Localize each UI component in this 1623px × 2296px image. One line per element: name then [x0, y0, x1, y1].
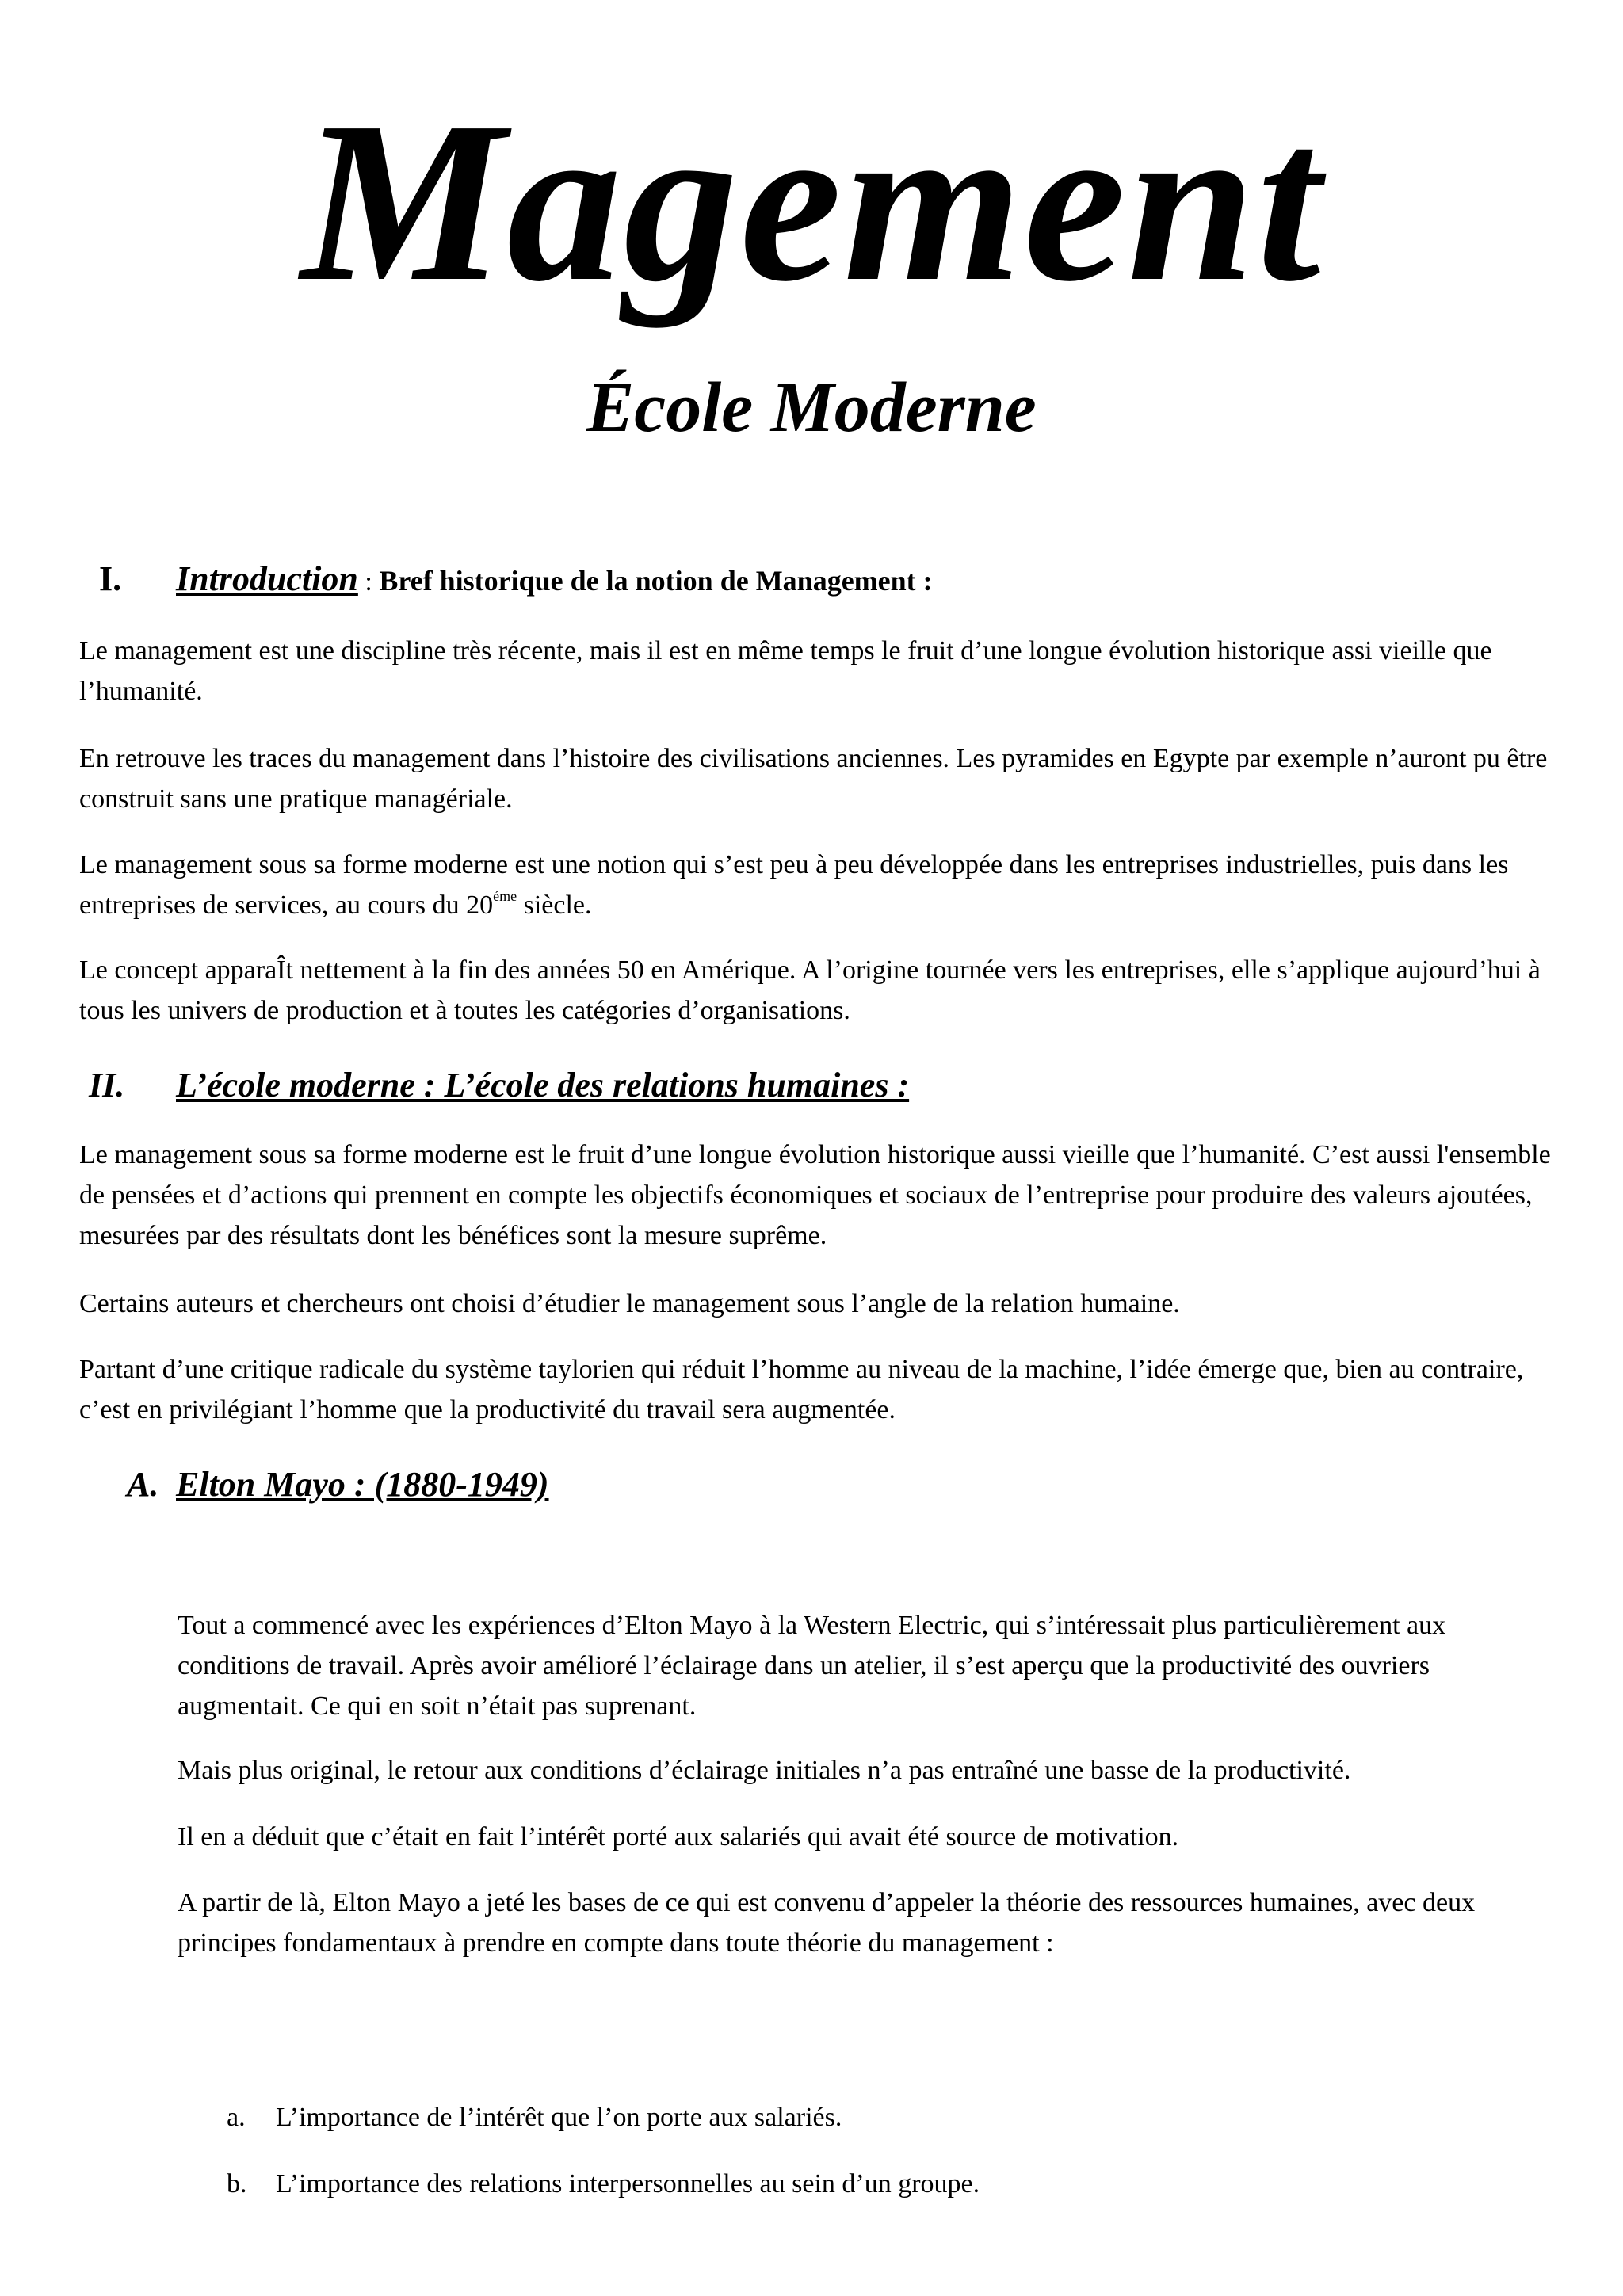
paragraph: Tout a commencé avec les expériences d’Elton Mayo à la Western Electric, qui s’intéressait plus particulièrement aux conditions de travail. Après avoir amélioré l’éclairage dans un atelier, il s’est aperçu que la productivité des ouvriers augmentait. Ce qui en soit n’était pas suprenant.: [178, 1611, 1446, 1721]
paragraph: Mais plus original, le retour aux conditions d’éclairage initiales n’a pas entraîné une basse de la productivité.: [178, 1756, 1351, 1785]
superscript: éme: [493, 888, 517, 904]
paragraph-text-end: siècle.: [517, 891, 592, 920]
subsection-heading-elton-mayo: [127, 1463, 549, 1507]
document-title: Magement: [300, 74, 1323, 329]
paragraph: Il en a déduit que c’était en fait l’intérêt porté aux salariés qui avait été source de motivation.: [178, 1822, 1179, 1852]
list-item: [227, 2097, 842, 2138]
paragraph: [79, 845, 1553, 925]
paragraph-text: Le management sous sa forme moderne est une notion qui s’est peu à peu développée dans les entreprises industrielles, puis dans les entreprises de services, au cours du 20: [79, 850, 1509, 920]
paragraph: Partant d’une critique radicale du système taylorien qui réduit l’homme au niveau de la machine, l’idée émerge que, bien au contraire, c’est en privilégiant l’homme que la productivité du travail sera augmentée.: [79, 1355, 1524, 1425]
section-number: I.: [99, 559, 122, 598]
section-subtitle: Bref historique de la notion de Management :: [379, 565, 933, 597]
section-number: II.: [89, 1066, 125, 1104]
document-subtitle: École Moderne: [586, 368, 1037, 447]
section-heading-introduction: [99, 557, 933, 605]
list-item-text: L’importance des relations interpersonnelles au sein d’un groupe.: [276, 2169, 980, 2199]
section-label: Introduction: [176, 559, 358, 598]
list-marker: a.: [227, 2103, 246, 2132]
paragraph: Le management est une discipline très récente, mais il est en même temps le fruit d’une longue évolution historique assi vieille que l’humanité.: [79, 636, 1492, 706]
list-item-text: L’importance de l’intérêt que l’on porte aux salariés.: [276, 2103, 842, 2132]
list-item: [227, 2164, 980, 2204]
list-marker: b.: [227, 2169, 247, 2199]
subsection-label: Elton Mayo : (1880-1949): [176, 1465, 549, 1504]
paragraph: Le management sous sa forme moderne est le fruit d’une longue évolution historique aussi vieille que l’humanité. C’est aussi l'ensemble de pensées et d’actions qui prennent en compte les objectifs économiques et sociaux de l’entreprise pour produire des valeurs ajoutées, mesurées par des résultats dont les bénéfices sont la mesure suprême.: [79, 1140, 1551, 1250]
paragraph: Certains auteurs et chercheurs ont choisi d’étudier le management sous l’angle de la relation humaine.: [79, 1289, 1180, 1318]
paragraph: Le concept apparaÎt nettement à la fin des années 50 en Amérique. A l’origine tournée vers les entreprises, elle s’applique aujourd’hui à tous les univers de production et à toutes les catégories d’organisations.: [79, 955, 1541, 1025]
paragraph: En retrouve les traces du management dans l’histoire des civilisations anciennes. Les pyramides en Egypte par exemple n’auront pu être construit sans une pratique managériale.: [79, 744, 1548, 814]
section-label: L’école moderne : L’école des relations humaines :: [176, 1066, 910, 1104]
subsection-number: A.: [127, 1465, 159, 1504]
section-heading-ecole-moderne: [89, 1063, 909, 1108]
section-separator: :: [357, 567, 380, 597]
paragraph: A partir de là, Elton Mayo a jeté les bases de ce qui est convenu d’appeler la théorie des ressources humaines, avec deux principes fondamentaux à prendre en compte dans toute théorie du management :: [178, 1888, 1476, 1958]
